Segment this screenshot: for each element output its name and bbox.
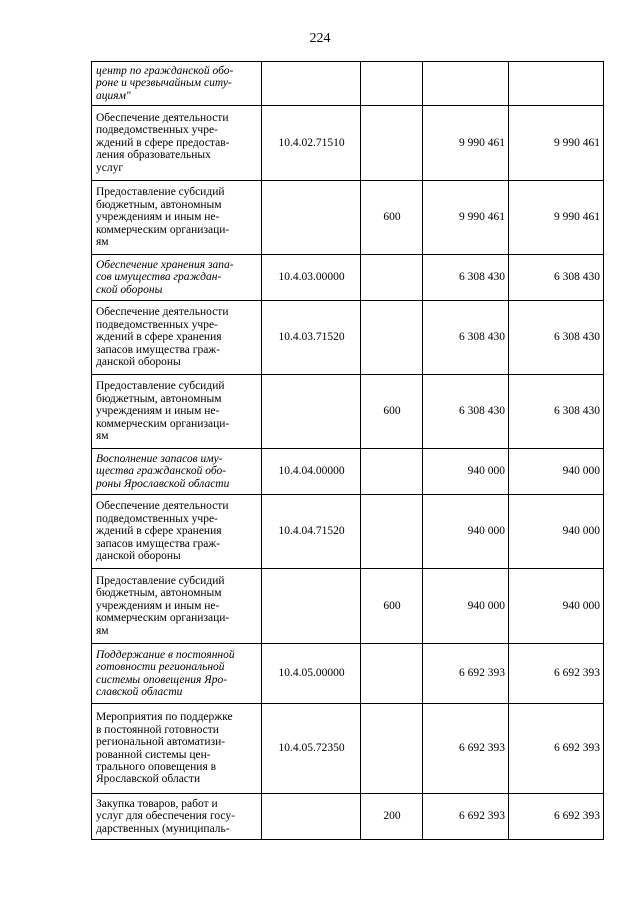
table-row [92,449,604,495]
cell-name-line: данской обороны [96,356,181,369]
cell-name-line: Ярославской области [96,773,201,786]
cell-name-line: ской обороны [96,283,163,296]
cell-name-line: роне и чрезвычайным ситу- [96,77,232,90]
cell-name-line: Восполнение запасов иму- [96,452,223,465]
table-row [92,704,604,794]
cell-name [92,704,262,794]
table-row [92,301,604,375]
table-row [92,495,604,569]
cell-name-line: рованной системы цен- [96,748,211,761]
table-row [92,106,604,181]
cell-sum-1: 6 692 393 [423,794,509,840]
cell-name [92,106,262,181]
cell-name-line: запасов имущества граж- [96,537,221,550]
cell-name-line: подведомственных учре- [96,512,218,525]
cell-expense-type: 600 [361,569,423,644]
cell-name-line: Обеспечение хранения запа- [96,258,234,271]
cell-code [262,375,361,449]
cell-name-line: услуг [96,161,124,174]
cell-code: 10.4.02.71510 [262,106,361,181]
cell-sum-1: 6 308 430 [423,255,509,301]
cell-name-line: Обеспечение деятельности [96,111,229,124]
cell-name-line: ям [96,624,109,637]
cell-sum-2: 940 000 [509,569,604,644]
cell-name [92,255,262,301]
cell-name-line: учреждениям и иным не- [96,211,220,224]
cell-sum-1: 6 692 393 [423,644,509,704]
cell-name [92,375,262,449]
cell-code: 10.4.04.71520 [262,495,361,569]
table-row [92,181,604,255]
cell-name-line: коммерческим организаци- [96,223,230,236]
cell-name-line: коммерческим организаци- [96,612,230,625]
cell-name-line: щества гражданской обо- [96,465,227,478]
cell-expense-type [361,495,423,569]
cell-sum-2 [509,62,604,106]
cell-name-line: Обеспечение деятельности [96,306,229,319]
cell-name-line: услуг для обеспечения госу- [96,810,235,823]
cell-sum-1: 9 990 461 [423,181,509,255]
cell-name-line: подведомственных учре- [96,318,218,331]
table-row [92,794,604,840]
cell-sum-2: 6 692 393 [509,794,604,840]
cell-code [262,794,361,840]
cell-name-line: Обеспечение деятельности [96,500,229,513]
cell-sum-1: 6 692 393 [423,704,509,794]
cell-name [92,644,262,704]
cell-name-line: бюджетным, автономным [96,587,222,600]
cell-name-line: роны Ярославской области [96,477,230,490]
cell-code: 10.4.03.71520 [262,301,361,375]
cell-sum-1: 940 000 [423,495,509,569]
cell-expense-type [361,644,423,704]
cell-name-line: Предоставление субсидий [96,574,225,587]
cell-name-line: ям [96,236,109,249]
cell-code [262,181,361,255]
cell-expense-type: 200 [361,794,423,840]
cell-name-line: Закупка товаров, работ и [96,797,218,810]
cell-name [92,62,262,106]
cell-sum-1: 9 990 461 [423,106,509,181]
cell-sum-2: 6 308 430 [509,255,604,301]
cell-name [92,794,262,840]
cell-name-line: данской обороны [96,550,181,563]
cell-name-line: в постоянной готовности [96,723,219,736]
cell-sum-2: 9 990 461 [509,106,604,181]
cell-name-line: Поддержание в постоянной [96,648,235,661]
cell-name-line: дарственных (муниципаль- [96,822,230,835]
cell-name-line: готовности региональной [96,661,225,674]
cell-sum-1: 6 308 430 [423,301,509,375]
cell-name [92,181,262,255]
cell-name-line: запасов имущества граж- [96,343,221,356]
cell-sum-2: 940 000 [509,449,604,495]
cell-name-line: сов имущества граждан- [96,271,222,284]
cell-name-line: подведомственных учре- [96,124,218,137]
budget-table [91,61,604,840]
cell-code: 10.4.03.00000 [262,255,361,301]
cell-name-line: ждений в сфере хранения [96,331,222,344]
cell-expense-type [361,106,423,181]
cell-name-line: Предоставление субсидий [96,186,225,199]
cell-sum-2: 6 308 430 [509,375,604,449]
cell-sum-1 [423,62,509,106]
cell-expense-type: 600 [361,375,423,449]
table-row [92,569,604,644]
cell-name [92,569,262,644]
cell-name-line: ждений в сфере предостав- [96,136,230,149]
cell-name-line: ления образовательных [96,149,211,162]
cell-name-line: славской области [96,685,183,698]
cell-sum-2: 6 692 393 [509,644,604,704]
table-row [92,644,604,704]
cell-name-line: Мероприятия по поддержке [96,711,233,724]
cell-name-line: трального оповещения в [96,760,217,773]
cell-name [92,495,262,569]
table-row [92,62,604,106]
cell-name-line: ждений в сфере хранения [96,525,222,538]
cell-name-line: ям [96,430,109,443]
cell-sum-2: 940 000 [509,495,604,569]
cell-sum-1: 940 000 [423,449,509,495]
cell-code [262,62,361,106]
cell-sum-2: 6 692 393 [509,704,604,794]
cell-expense-type [361,255,423,301]
cell-code [262,569,361,644]
table-row [92,375,604,449]
cell-name [92,449,262,495]
cell-sum-2: 6 308 430 [509,301,604,375]
cell-code: 10.4.05.00000 [262,644,361,704]
cell-code: 10.4.04.00000 [262,449,361,495]
table-row [92,255,604,301]
cell-name-line: региональной автоматизи- [96,736,226,749]
cell-sum-1: 6 308 430 [423,375,509,449]
cell-name-line: системы оповещения Яро- [96,673,228,686]
cell-name-line: учреждениям и иным не- [96,599,220,612]
cell-expense-type [361,449,423,495]
cell-name-line: бюджетным, автономным [96,198,222,211]
cell-name-line: ациям" [96,89,131,102]
cell-sum-2: 9 990 461 [509,181,604,255]
cell-name-line: Предоставление субсидий [96,380,225,393]
cell-name-line: учреждениям и иным не- [96,405,220,418]
cell-name-line: бюджетным, автономным [96,392,222,405]
cell-code: 10.4.05.72350 [262,704,361,794]
page-number: 224 [309,31,331,46]
cell-expense-type: 600 [361,181,423,255]
cell-expense-type [361,704,423,794]
cell-name-line: коммерческим организаци- [96,417,230,430]
cell-name [92,301,262,375]
cell-name-line: центр по гражданской обо- [96,64,234,77]
table-body [92,62,604,840]
cell-sum-1: 940 000 [423,569,509,644]
cell-expense-type [361,301,423,375]
cell-expense-type [361,62,423,106]
